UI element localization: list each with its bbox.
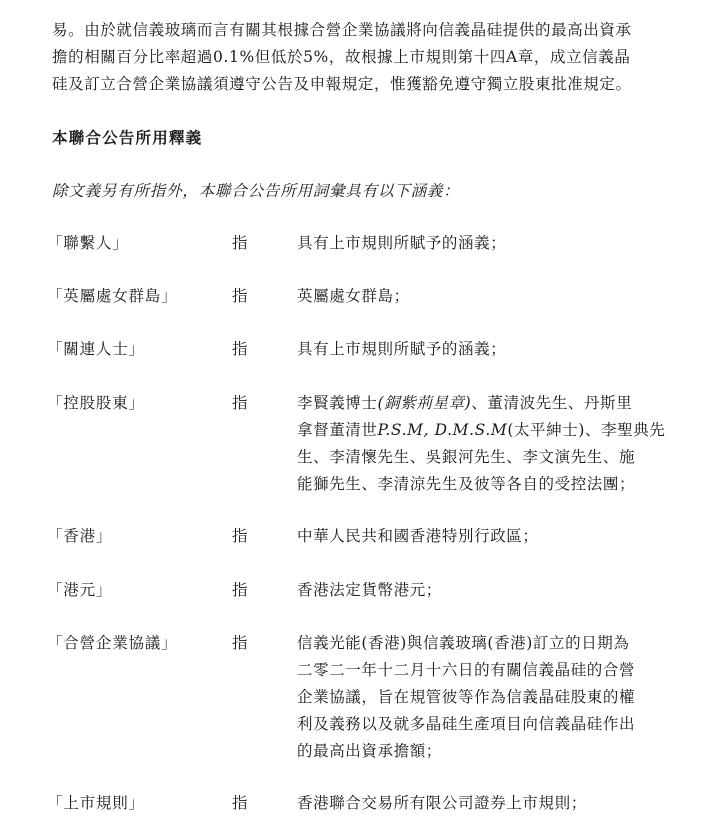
definition-term: 「控股股東」 — [47, 394, 145, 412]
definition-term: 「英屬處女群島」 — [47, 287, 178, 305]
definition-means: 指 — [232, 794, 248, 812]
definition-means: 指 — [232, 581, 248, 599]
definition-meaning-line: 二零二一年十二月十六日的有關信義晶硅的合營 — [297, 661, 636, 679]
definition-term: 「港元」 — [47, 581, 113, 599]
intro-line-2: 擔的相關百分比率超過0.1%但低於5%，故根據上市規則第十四A章，成立信義晶 — [52, 48, 631, 66]
definition-means: 指 — [232, 287, 248, 305]
definition-term: 「香港」 — [47, 527, 113, 545]
definition-term: 「關連人士」 — [47, 340, 145, 358]
definition-term: 「合營企業協議」 — [47, 634, 178, 652]
definition-italic-text: (銅紫荊星章) — [377, 394, 472, 412]
definition-text: 李賢義博士 — [297, 394, 378, 412]
definition-meaning — [297, 286, 659, 313]
definition-means: 指 — [232, 634, 248, 652]
definition-meaning — [297, 233, 659, 260]
definition-meaning — [297, 793, 659, 820]
intro-line-1: 易。由於就信義玻璃而言有關其根據合營企業協議將向信義晶硅提供的最高出資承 — [52, 21, 632, 39]
definition-text: 拿督董清世 — [297, 421, 378, 439]
definition-meaning-line: 具有上市規則所賦予的涵義； — [297, 234, 507, 252]
definition-meaning-line: 生、李清懷先生、吳銀河先生、李文演先生、施 — [297, 448, 636, 466]
definitions-intro: 除文義另有所指外，本聯合公告所用詞彙具有以下涵義： — [52, 182, 460, 200]
definition-meaning — [297, 339, 659, 366]
definition-text: (太平紳士)、李聖典先 — [507, 421, 666, 439]
definition-meaning-line: 信義光能(香港)與信義玻璃(香港)訂立的日期為 — [297, 634, 630, 652]
intro-line-3: 硅及訂立合營企業協議須遵守公告及申報規定，惟獲豁免遵守獨立股東批准規定。 — [52, 75, 632, 93]
definition-meaning-line: 香港法定貨幣港元； — [297, 581, 442, 599]
definition-meaning-line: 中華人民共和國香港特別行政區； — [297, 527, 539, 545]
definition-meaning-line: 能獅先生、李清涼先生及彼等各自的受控法團； — [297, 475, 636, 493]
definition-meaning-line: 英屬處女群島； — [297, 287, 410, 305]
definition-text: 、董清波先生、丹斯里 — [471, 394, 633, 412]
definition-meaning-line: 利及義務以及就多晶硅生產項目向信義晶硅作出 — [297, 715, 636, 733]
definition-meaning-line: 具有上市規則所賦予的涵義； — [297, 340, 507, 358]
definition-means: 指 — [232, 340, 248, 358]
definition-meaning-line — [297, 420, 666, 447]
definition-meaning — [297, 393, 666, 501]
definition-meaning — [297, 526, 659, 553]
definition-italic-text: P.S.M, D.M.S.M — [377, 421, 508, 439]
definition-meaning — [297, 580, 659, 607]
section-heading: 本聯合公告所用釋義 — [52, 129, 203, 147]
definition-means: 指 — [232, 234, 248, 252]
definition-term: 「聯繫人」 — [47, 234, 129, 252]
definition-meaning-line: 的最高出資承擔額； — [297, 742, 442, 760]
definition-means: 指 — [232, 527, 248, 545]
definition-meaning-line — [297, 393, 659, 420]
definition-meaning — [297, 633, 659, 768]
definition-meaning-line: 香港聯合交易所有限公司證券上市規則； — [297, 794, 587, 812]
definition-term: 「上市規則」 — [47, 794, 145, 812]
definition-means: 指 — [232, 394, 248, 412]
definition-meaning-line: 企業協議，旨在規管彼等作為信義晶硅股東的權 — [297, 688, 636, 706]
